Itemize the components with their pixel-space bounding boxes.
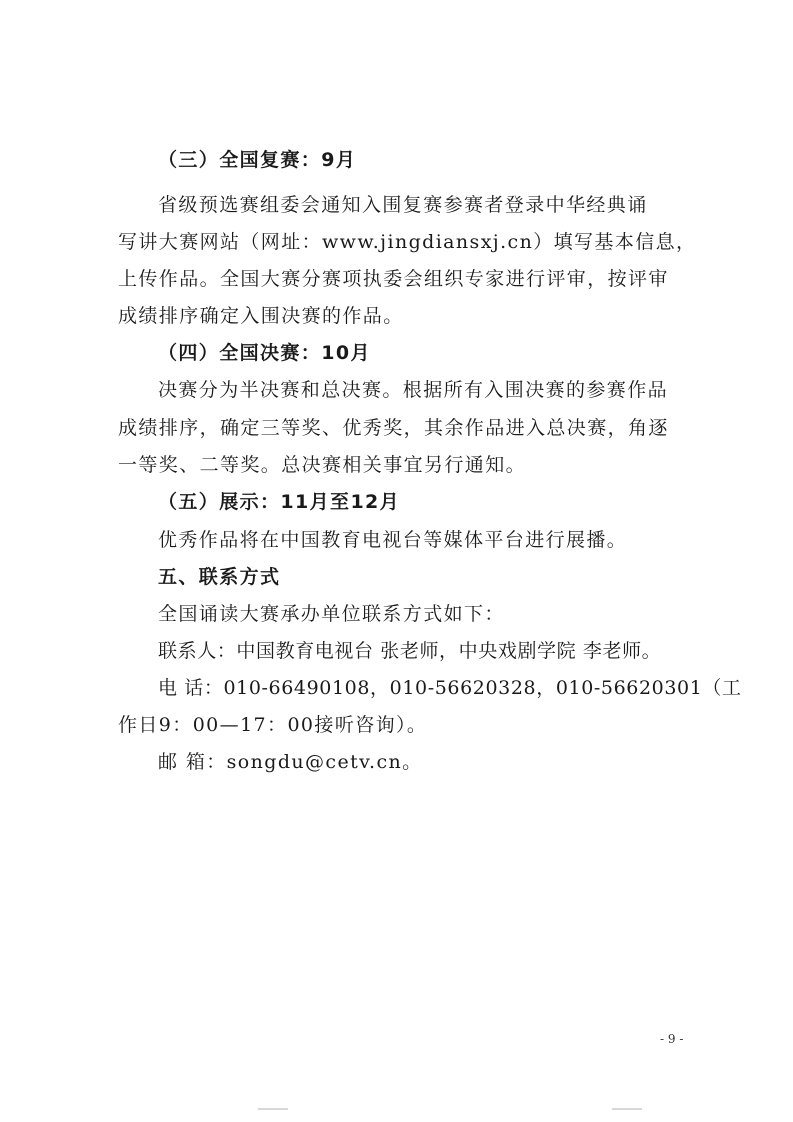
contact-heading: 五、联系方式 [158,566,281,588]
section-5-line-1: 优秀作品将在中国教育电视台等媒体平台进行展播。 [158,529,628,551]
section-3-heading: （三）全国复赛：9月 [158,149,357,171]
page-number: - 9 - [660,1032,684,1046]
contact-person: 联系人：中国教育电视台 张老师，中央戏剧学院 李老师。 [158,640,662,662]
section-3-line-3: 上传作品。全国大赛分赛项执委会组织专家进行评审，按评审 [118,268,669,290]
contact-email: 邮 箱：songdu@cetv.cn。 [158,751,423,773]
section-4-line-1: 决赛分为半决赛和总决赛。根据所有入围决赛的参赛作品 [158,379,669,401]
section-3-line-4: 成绩排序确定入围决赛的作品。 [118,305,404,327]
section-5-heading: （五）展示：11月至12月 [158,491,401,513]
contact-intro: 全国诵读大赛承办单位联系方式如下： [158,603,505,625]
section-4-line-2: 成绩排序，确定三等奖、优秀奖，其余作品进入总决赛，角逐 [118,417,669,439]
contact-phone-line-2: 作日9：00—17：00接听咨询）。 [118,714,428,736]
section-4-line-3: 一等奖、二等奖。总决赛相关事宜另行通知。 [118,454,527,476]
scan-mark-left [258,1108,288,1110]
section-4-heading: （四）全国决赛：10月 [158,342,371,364]
contact-phone-line-1: 电 话：010-66490108，010-56620328，010-56620301（工 [158,677,742,699]
scan-mark-right [612,1108,642,1110]
section-3-line-1: 省级预选赛组委会通知入围复赛参赛者登录中华经典诵 [158,194,648,216]
section-3-line-2: 写讲大赛网站（网址：www.jingdiansxj.cn）填写基本信息， [118,231,697,253]
